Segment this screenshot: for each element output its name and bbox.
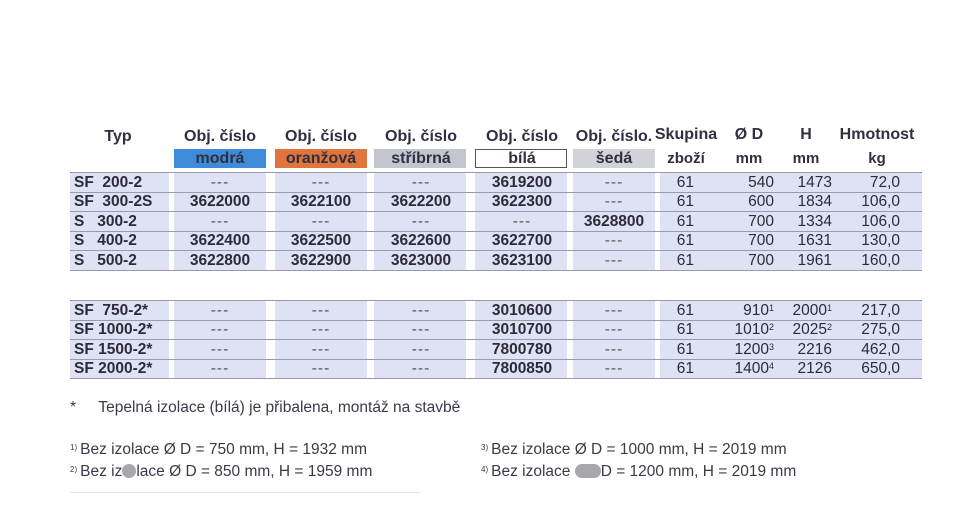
cell-c4-value: 3010700 — [491, 321, 553, 338]
cell-c5 — [605, 301, 624, 320]
cell-c5-value: --- — [604, 173, 624, 191]
cell-d — [735, 359, 775, 378]
cell-c5-value: --- — [604, 321, 624, 338]
cell-skup-value: 61 — [676, 193, 694, 210]
cell-typ-value: SF 2000-2* — [74, 360, 153, 377]
cell-kg — [861, 320, 900, 339]
cell-c3 — [412, 359, 431, 378]
smudge-mark — [575, 464, 601, 478]
cell-h-value: 2000 — [792, 301, 827, 319]
footnote-2-text-b: lace Ø D = 850 mm, H = 1959 mm — [136, 463, 373, 480]
footnote-4-text-b: D = 1200 mm, H = 2019 mm — [600, 463, 797, 480]
cell-c2-value: --- — [311, 301, 331, 319]
header-obj-cislo-2: Obj. číslo — [284, 128, 358, 145]
header-obj-cislo-5: Obj. číslo. — [575, 128, 653, 145]
row-divider — [70, 270, 922, 271]
cell-c2 — [291, 251, 351, 270]
cell-kg — [861, 231, 900, 250]
cell-kg-value: 72,0 — [869, 173, 900, 191]
cell-c2-value: 3622900 — [290, 251, 352, 269]
cell-skup — [677, 212, 694, 231]
header-diameter: Ø D — [734, 126, 764, 143]
cell-c3 — [391, 231, 451, 250]
cell-d — [748, 251, 774, 270]
cell-c1-value: 3622400 — [189, 232, 251, 249]
cell-skup — [677, 320, 694, 339]
cell-d-value: 540 — [748, 173, 774, 191]
cell-skup-value: 61 — [676, 301, 694, 319]
cell-c2 — [312, 320, 331, 339]
header-obj-cislo-3: Obj. číslo — [384, 128, 458, 145]
cell-c5 — [605, 251, 624, 270]
cell-kg — [861, 212, 900, 231]
cell-c4 — [492, 301, 552, 320]
footnote-ref: 1 — [768, 302, 774, 313]
header-obj-cislo-1: Obj. číslo — [183, 128, 257, 145]
footnote-3-number: 3) — [481, 443, 489, 452]
cell-c1-value: 3622000 — [189, 193, 251, 210]
footnote-2 — [70, 463, 372, 481]
header-obj-cislo-4: Obj. číslo — [485, 128, 559, 145]
cell-c1-value: 3622800 — [189, 251, 251, 269]
cell-c3 — [412, 301, 431, 320]
footnote-1-text: Bez izolace Ø D = 750 mm, H = 1932 mm — [80, 441, 367, 458]
cell-h — [793, 320, 833, 339]
cell-c4-value: 3622700 — [491, 232, 553, 249]
footnote-4-text-a: Bez izolace — [491, 463, 575, 480]
cell-d-value: 1200 — [734, 340, 769, 358]
header-hmotnost: Hmotnost — [839, 126, 915, 143]
cell-c3 — [391, 251, 451, 270]
cell-skup — [677, 192, 694, 211]
cell-c4-value: 3622300 — [491, 193, 553, 210]
cell-h-value: 2025 — [792, 321, 827, 338]
header-height: H — [800, 126, 812, 143]
footnote-ref: 1 — [826, 302, 832, 313]
note-text: Tepelná izolace (bílá) je přibalena, montáž na stavbě — [98, 399, 461, 416]
cell-c5-value: --- — [604, 251, 624, 269]
cell-c2-value: --- — [311, 212, 331, 230]
footnote-2-number: 2) — [70, 465, 78, 474]
cell-typ — [74, 301, 148, 320]
cell-h-value: 1334 — [797, 212, 832, 230]
cell-c4 — [492, 251, 552, 270]
color-label-oranzova: oranžová — [285, 150, 357, 167]
cell-skup-value: 61 — [676, 251, 694, 269]
cell-c3-value: 3623000 — [390, 251, 452, 269]
cell-skup — [677, 301, 694, 320]
cell-skup — [677, 340, 694, 359]
footnote-ref: 4 — [768, 361, 774, 371]
cell-d-value: 1010 — [734, 321, 769, 338]
cell-kg-value: 275,0 — [861, 321, 900, 338]
cell-c2-value: --- — [311, 340, 331, 358]
cell-kg-value: 106,0 — [861, 212, 900, 230]
cell-kg — [861, 251, 900, 270]
cell-c5 — [584, 212, 644, 231]
cell-c2-value: 3622500 — [290, 232, 352, 249]
cell-kg-value: 106,0 — [861, 193, 900, 210]
cell-c1 — [211, 359, 230, 378]
cell-d — [748, 173, 774, 192]
cell-c3-value: --- — [411, 301, 431, 319]
cell-c3-value: --- — [411, 173, 431, 191]
cell-c2-value: --- — [311, 321, 331, 338]
cell-c3-value: --- — [411, 212, 431, 230]
cell-h — [798, 212, 832, 231]
footnote-4 — [481, 463, 796, 481]
cell-c3 — [412, 173, 431, 192]
cell-c4-value: --- — [512, 212, 532, 230]
cell-d-value: 700 — [748, 251, 774, 269]
cell-typ-value: SF 300-2S — [74, 193, 153, 210]
cell-h — [798, 359, 832, 378]
cell-c3 — [412, 212, 431, 231]
cell-kg-value: 462,0 — [861, 340, 900, 358]
cell-c1 — [211, 301, 230, 320]
cell-typ — [74, 251, 137, 270]
cell-c1-value: --- — [210, 212, 230, 230]
cell-c2 — [291, 192, 351, 211]
cell-c5-value: --- — [604, 360, 624, 377]
cell-skup-value: 61 — [676, 321, 694, 338]
cell-typ — [74, 173, 142, 192]
cell-typ-value: SF 1000-2* — [74, 321, 153, 338]
note-line — [70, 399, 460, 417]
cell-d-value: 700 — [748, 212, 774, 230]
cell-kg — [861, 340, 900, 359]
cell-h-value: 1473 — [797, 173, 832, 191]
cell-c3 — [412, 340, 431, 359]
header-kg-unit: kg — [868, 150, 886, 167]
cell-typ — [74, 359, 152, 378]
cell-h-value: 2126 — [797, 360, 832, 377]
cell-c5-value: 3628800 — [583, 212, 645, 230]
cell-c2 — [312, 212, 331, 231]
cell-kg — [861, 359, 900, 378]
cell-c1-value: --- — [210, 360, 230, 377]
cell-c1-value: --- — [210, 173, 230, 191]
cell-c2-value: --- — [311, 173, 331, 191]
color-label-seda: šedá — [595, 150, 633, 167]
cell-d-value: 1400 — [734, 360, 769, 377]
footnote-ref: 3 — [768, 341, 774, 352]
footnote-4-number: 4) — [481, 465, 489, 474]
cell-kg — [861, 301, 900, 320]
cell-c3 — [412, 320, 431, 339]
footnote-1 — [70, 441, 367, 459]
color-label-bila: bílá — [508, 150, 536, 167]
cell-c1 — [190, 231, 250, 250]
cell-h-value: 1631 — [797, 232, 832, 249]
cell-kg-value: 650,0 — [861, 360, 900, 377]
cell-c5-value: --- — [604, 232, 624, 249]
cell-c2 — [312, 359, 331, 378]
cell-skup — [677, 173, 694, 192]
cell-kg — [861, 192, 900, 211]
cell-typ — [74, 340, 152, 359]
cell-typ-value: SF 1500-2* — [74, 340, 153, 358]
footnote-3-text: Bez izolace Ø D = 1000 mm, H = 2019 mm — [491, 441, 787, 458]
cell-c4 — [492, 320, 552, 339]
cell-d-value: 700 — [748, 232, 774, 249]
cell-c2-value: --- — [311, 360, 331, 377]
cell-d — [735, 320, 775, 339]
cell-h — [798, 192, 832, 211]
footer-rule — [70, 492, 420, 493]
cell-c1-value: --- — [210, 340, 230, 358]
cell-c3-value: 3622600 — [390, 232, 452, 249]
cell-c3-value: 3622200 — [390, 193, 452, 210]
color-label-modra: modrá — [195, 150, 245, 167]
cell-typ — [74, 320, 152, 339]
cell-d — [748, 192, 774, 211]
cell-h — [793, 301, 833, 320]
row-divider — [70, 378, 922, 379]
cell-d-value: 600 — [748, 193, 774, 210]
cell-c1 — [211, 212, 230, 231]
cell-kg-value: 217,0 — [861, 301, 900, 319]
cell-kg-value: 130,0 — [861, 232, 900, 249]
note-asterisk: * — [70, 399, 77, 416]
cell-c4 — [492, 359, 552, 378]
cell-c3 — [391, 192, 451, 211]
cell-typ-value: S 300-2 — [74, 212, 137, 230]
cell-c4 — [513, 212, 532, 231]
header-zbozi: zboží — [667, 150, 705, 167]
cell-typ — [74, 212, 137, 231]
cell-typ — [74, 231, 137, 250]
cell-c3-value: --- — [411, 360, 431, 377]
cell-c4-value: 3623100 — [491, 251, 553, 269]
cell-d — [748, 231, 774, 250]
header-skupina: Skupina — [654, 126, 718, 143]
cell-skup — [677, 359, 694, 378]
footnote-2-text-a: Bez iz — [80, 463, 123, 480]
cell-c2 — [312, 301, 331, 320]
cell-c5 — [605, 359, 624, 378]
cell-c4 — [492, 173, 552, 192]
cell-c4 — [492, 192, 552, 211]
cell-skup-value: 61 — [676, 173, 694, 191]
cell-c2-value: 3622100 — [290, 193, 352, 210]
cell-skup-value: 61 — [676, 360, 694, 377]
cell-c1 — [211, 320, 230, 339]
cell-c4 — [492, 340, 552, 359]
smudge-mark — [122, 464, 136, 478]
cell-c2 — [291, 231, 351, 250]
cell-c2 — [312, 340, 331, 359]
cell-typ-value: S 400-2 — [74, 232, 137, 249]
cell-h — [798, 251, 832, 270]
cell-c1 — [190, 192, 250, 211]
cell-h — [798, 340, 832, 359]
cell-h-value: 1834 — [797, 193, 832, 210]
cell-skup-value: 61 — [676, 232, 694, 249]
cell-c5 — [605, 320, 624, 339]
cell-c5 — [605, 340, 624, 359]
footnote-3 — [481, 441, 787, 459]
cell-d — [743, 301, 774, 320]
cell-c5 — [605, 173, 624, 192]
header-h-unit: mm — [792, 150, 820, 167]
footnote-ref: 2 — [826, 322, 832, 332]
cell-h — [798, 231, 832, 250]
cell-typ-value: SF 750-2* — [74, 301, 149, 319]
cell-c1-value: --- — [210, 301, 230, 319]
footnote-ref: 2 — [768, 322, 774, 332]
cell-skup-value: 61 — [676, 340, 694, 358]
cell-d-value: 910 — [743, 301, 769, 319]
cell-skup-value: 61 — [676, 212, 694, 230]
cell-c4-value: 3010600 — [491, 301, 553, 319]
cell-c5-value: --- — [604, 301, 624, 319]
cell-c3-value: --- — [411, 340, 431, 358]
footnote-1-number: 1) — [70, 443, 78, 452]
cell-c5-value: --- — [604, 340, 624, 358]
cell-c5 — [605, 231, 624, 250]
cell-skup — [677, 231, 694, 250]
cell-kg — [870, 173, 900, 192]
cell-c4-value: 7800850 — [491, 360, 553, 377]
cell-c1 — [211, 173, 230, 192]
color-label-stribrna: stříbrná — [391, 150, 451, 167]
cell-c4-value: 3619200 — [491, 173, 553, 191]
cell-c2 — [312, 173, 331, 192]
cell-typ — [74, 192, 152, 211]
cell-d — [748, 212, 774, 231]
cell-c5-value: --- — [604, 193, 624, 210]
cell-typ-value: SF 200-2 — [74, 173, 143, 191]
cell-c1 — [190, 251, 250, 270]
cell-skup — [677, 251, 694, 270]
cell-typ-value: S 500-2 — [74, 251, 137, 269]
cell-h-value: 2216 — [797, 340, 832, 358]
cell-kg-value: 160,0 — [861, 251, 900, 269]
cell-h-value: 1961 — [797, 251, 832, 269]
cell-c4 — [492, 231, 552, 250]
cell-c3-value: --- — [411, 321, 431, 338]
cell-c4-value: 7800780 — [491, 340, 553, 358]
cell-c5 — [605, 192, 624, 211]
cell-c1-value: --- — [210, 321, 230, 338]
cell-h — [798, 173, 832, 192]
header-typ: Typ — [104, 128, 132, 145]
cell-d — [735, 340, 775, 359]
cell-c1 — [211, 340, 230, 359]
header-d-unit: mm — [735, 150, 763, 167]
